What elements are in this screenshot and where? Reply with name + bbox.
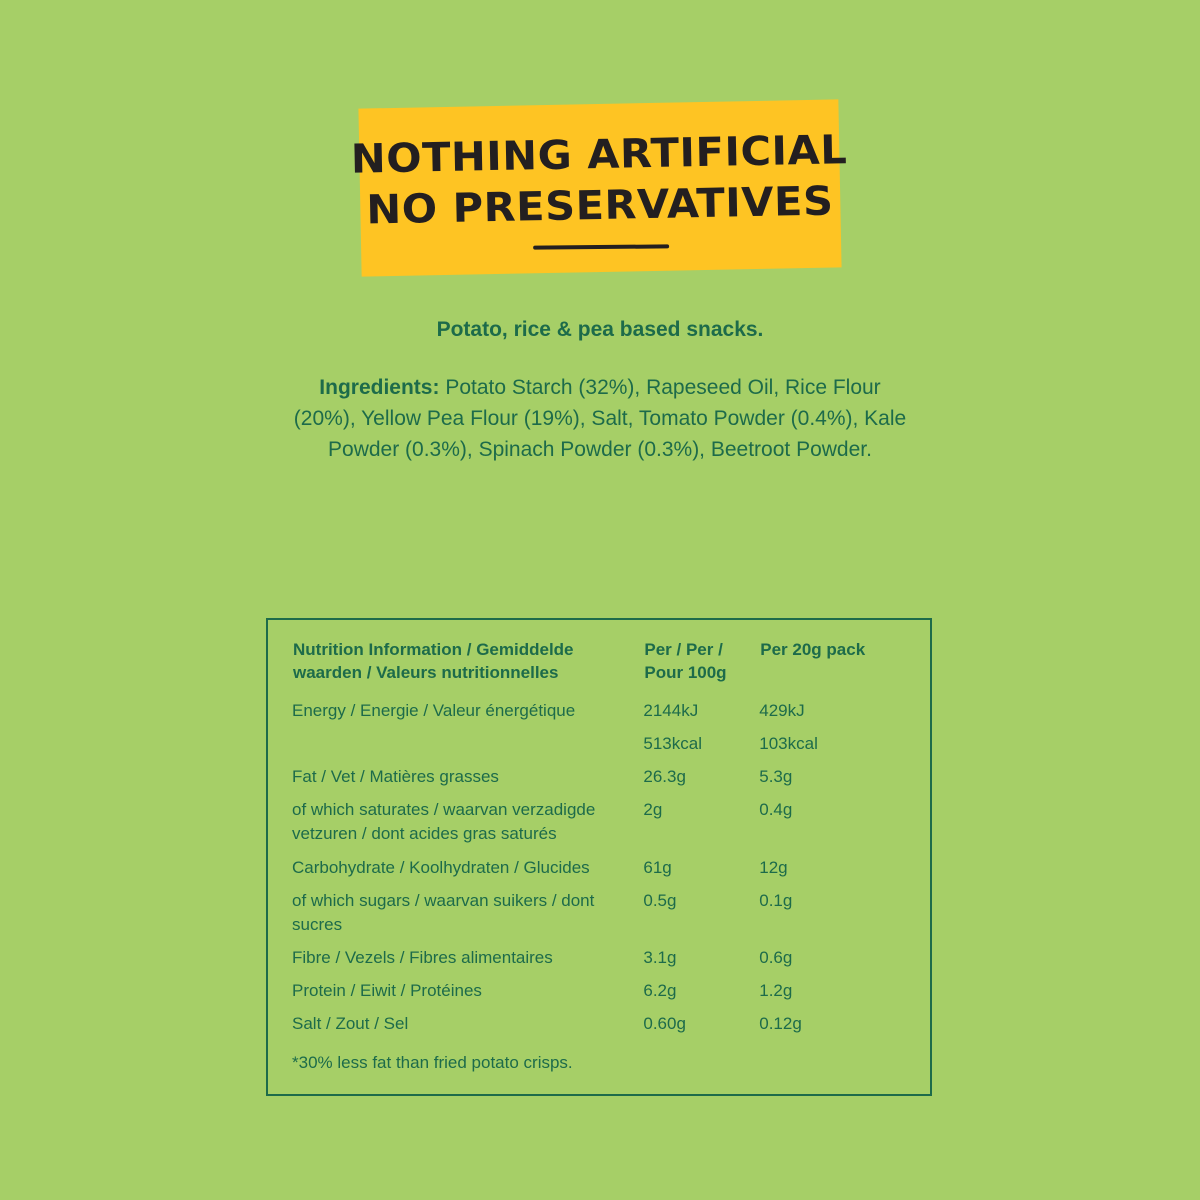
table-row [292, 885, 906, 942]
table-row [292, 1008, 906, 1041]
header-per-pack: Per 20g pack [760, 640, 866, 659]
row-nutrient: of which sugars / waarvan suikers / dont sucres [292, 890, 595, 934]
row-per-pack: 103kcal [759, 734, 818, 753]
claim-line-2: NO PRESERVATIVES [366, 178, 835, 234]
row-nutrient: Fibre / Vezels / Fibres alimentaires [292, 947, 553, 967]
table-row [292, 761, 906, 794]
row-per-pack: 0.1g [759, 890, 793, 910]
table-row [292, 728, 906, 761]
claim-line-1: NOTHING ARTIFICIAL [350, 127, 849, 183]
row-per-100g: 6.2g [643, 981, 677, 1000]
row-per-pack: 5.3g [759, 767, 793, 787]
row-per-100g: 0.60g [643, 1014, 686, 1034]
row-per-100g: 513kcal [643, 734, 702, 753]
row-per-pack: 12g [759, 857, 788, 877]
row-nutrient: Carbohydrate / Koolhydraten / Glucides [292, 857, 590, 877]
row-per-100g: 3.1g [643, 947, 677, 967]
row-per-pack: 429kJ [759, 700, 805, 720]
row-nutrient: Energy / Energie / Valeur énergétique [292, 700, 576, 720]
row-nutrient: Salt / Zout / Sel [292, 1014, 409, 1034]
row-per-pack: 1.2g [759, 981, 793, 1000]
nutrition-table [292, 638, 906, 1041]
header-nutrient: Nutrition Information / Gemiddelde waarden / Valeurs nutritionnelles [293, 640, 574, 682]
table-row [292, 942, 906, 975]
table-row [292, 695, 906, 728]
row-per-100g: 26.3g [643, 767, 686, 787]
row-per-100g: 2144kJ [643, 700, 699, 720]
claim-banner [350, 104, 849, 272]
ingredients-text: Potato Starch (32%), Rapeseed Oil, Rice Flour (20%), Yellow Pea Flour (19%), Salt, Tomato Powder (0.4%), Kale Powder (0.3%), Spinach Powder (0.3%), Beetroot Powder. [293, 376, 907, 462]
ingredients-paragraph [290, 372, 910, 465]
table-row [292, 975, 906, 1008]
row-nutrient: of which saturates / waarvan verzadigde vetzuren / dont acides gras saturés [292, 800, 596, 844]
table-row [292, 794, 906, 851]
product-tagline: Potato, rice & pea based snacks. [436, 318, 764, 341]
row-per-pack: 0.6g [759, 947, 793, 967]
row-per-pack: 0.12g [759, 1014, 802, 1034]
ingredients-label: Ingredients: [319, 376, 440, 399]
claim-banner-text [350, 99, 849, 276]
row-nutrient [292, 728, 643, 761]
nutrition-footnote: *30% less fat than fried potato crisps. [292, 1053, 573, 1073]
header-per-100g: Per / Per / Pour 100g [644, 640, 727, 682]
row-nutrient: Protein / Eiwit / Protéines [292, 981, 482, 1000]
table-header-row [292, 638, 906, 695]
row-per-100g: 0.5g [643, 890, 677, 910]
row-per-100g: 2g [643, 800, 663, 820]
nutrition-information-panel [266, 618, 932, 1096]
claim-underline [533, 244, 669, 249]
row-nutrient: Fat / Vet / Matières grasses [292, 767, 499, 787]
row-per-100g: 61g [643, 857, 672, 877]
table-row [292, 852, 906, 885]
row-per-pack: 0.4g [759, 800, 793, 820]
